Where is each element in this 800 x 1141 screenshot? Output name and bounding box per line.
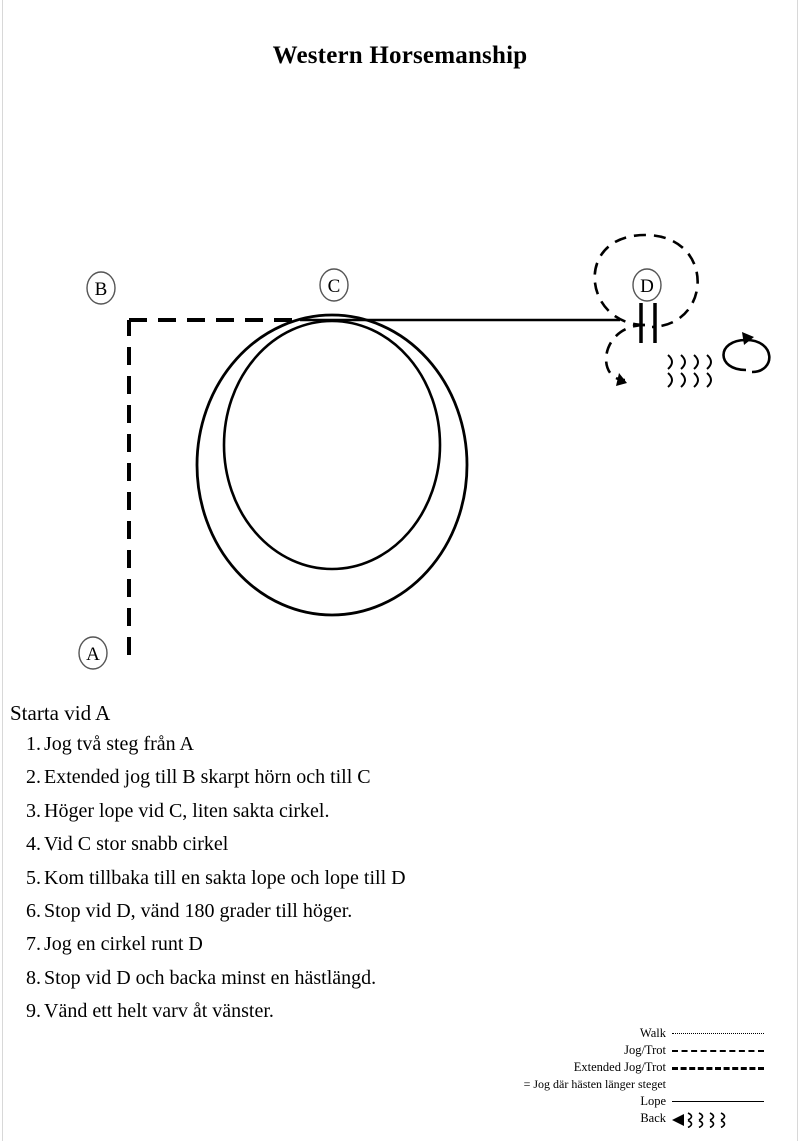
list-item [10,728,630,761]
legend-label: Lope [640,1094,666,1108]
back-up-chevrons [668,355,711,387]
list-item [10,895,630,928]
legend-sample-jog [672,1044,764,1058]
step-number: 3. [26,799,41,822]
step-number: 9. [26,1000,41,1023]
svg-text:B: B [94,279,108,300]
legend-label: Extended Jog/Trot [573,1060,666,1074]
step-text: Vid C stor snabb cirkel [44,833,229,856]
svg-text:D: D [640,276,654,297]
list-item [10,862,630,895]
marker-d [633,269,661,301]
legend-label: Jog/Trot [624,1043,666,1057]
step-number: 2. [26,766,41,789]
legend-note: = Jog där hästen länger steget [523,1077,666,1091]
legend-row-jog [464,1042,764,1059]
svg-text:C: C [327,276,341,297]
step-text: Stop vid D, vänd 180 grader till höger. [44,899,353,922]
step-number: 8. [26,966,41,989]
legend-sample-extended-jog [672,1061,764,1075]
step-text: Jog en cirkel runt D [44,933,203,956]
extended-jog-path [129,320,300,655]
pattern-instructions [10,703,630,1029]
step-text: Extended jog till B skarpt hörn och till C [44,766,371,789]
legend-row-back [464,1110,764,1127]
svg-text:A: A [86,644,100,665]
list-item [10,962,630,995]
stop-marks-at-d [641,303,655,343]
gait-legend [464,1025,764,1127]
step-number: 6. [26,899,41,922]
step-text: Höger lope vid C, liten sakta cirkel. [44,799,330,822]
step-list [10,728,630,1029]
list-item [10,761,630,794]
step-text: Kom tillbaka till en sakta lope och lope till D [44,866,406,889]
back-arrow-icon [672,1112,764,1128]
list-item [10,795,630,828]
step-text: Stop vid D och backa minst en hästlängd. [44,966,377,989]
start-instruction: Starta vid A [10,701,111,725]
legend-sample-walk [672,1027,764,1041]
small-lope-circle [224,321,440,569]
list-item [10,828,630,861]
legend-sample-empty [672,1078,764,1092]
legend-note-row [464,1076,764,1093]
step-number: 5. [26,866,41,889]
legend-sample-lope [672,1095,764,1109]
step-number: 4. [26,833,41,856]
page-title: Western Horsemanship [272,42,528,69]
marker-a [79,637,107,669]
list-item [10,995,630,1028]
legend-row-extended-jog [464,1059,764,1076]
legend-label: Back [640,1111,666,1125]
step-text: Jog två steg från A [44,733,194,755]
list-item [10,928,630,961]
step-number: 1. [26,733,41,755]
legend-row-walk [464,1025,764,1042]
marker-b [87,272,115,304]
pattern-diagram [0,175,800,695]
step-number: 7. [26,933,41,956]
jog-circle-around-d [595,235,698,386]
step-text: Vänd ett helt varv åt vänster. [44,1000,274,1023]
full-turn-circle [724,332,770,372]
legend-label: Walk [639,1026,666,1040]
legend-sample-back [672,1112,764,1126]
legend-row-lope [464,1093,764,1110]
marker-c [320,269,348,301]
